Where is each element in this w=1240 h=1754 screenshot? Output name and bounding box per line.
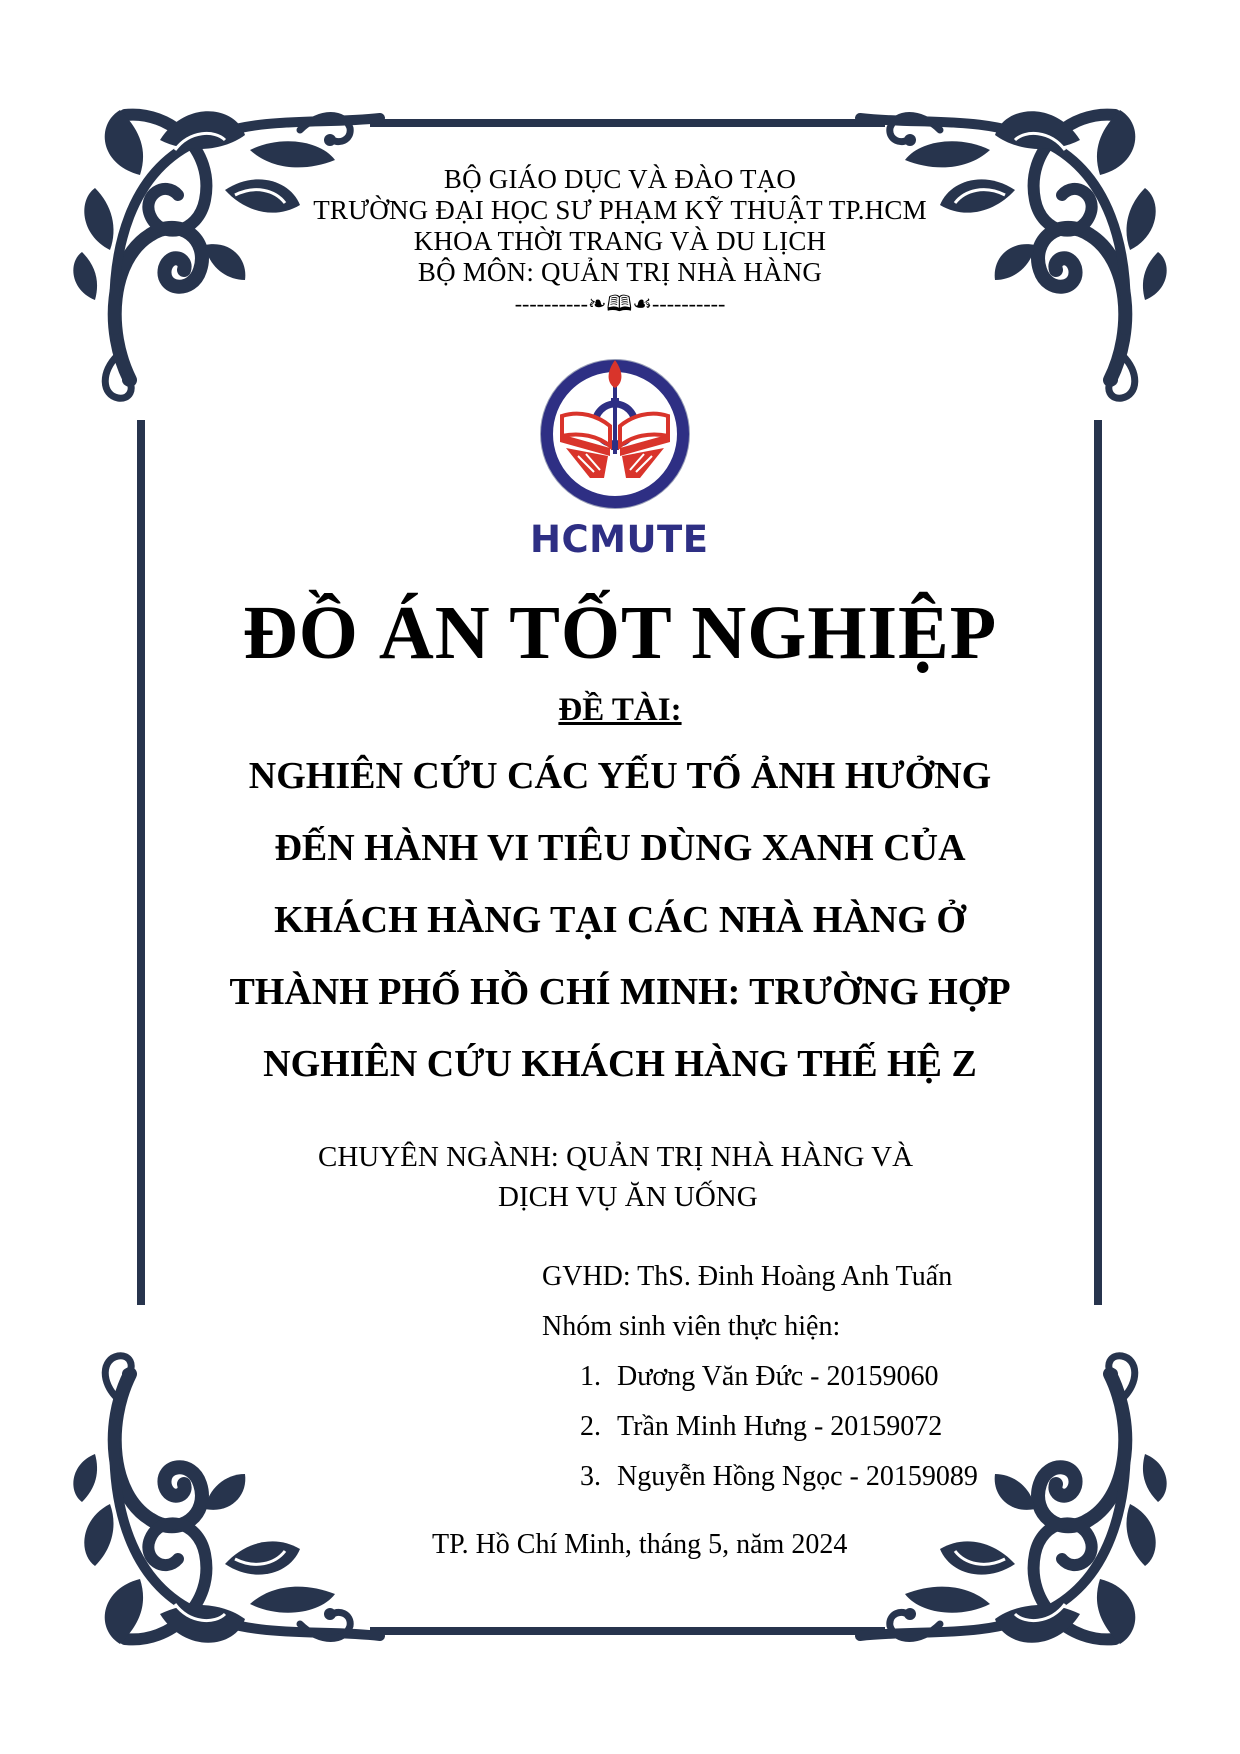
student-number: 3. — [580, 1461, 601, 1492]
major-line-2: DỊCH VỤ ĂN UỐNG — [498, 1181, 758, 1213]
faculty-name: KHOA THỜI TRANG VÀ DU LỊCH — [413, 226, 827, 256]
corner-ornament-bottom-left — [73, 1356, 380, 1644]
student-number: 1. — [580, 1361, 601, 1392]
hcmute-emblem — [530, 352, 700, 512]
student-name: Nguyễn Hồng Ngọc - 20159089 — [617, 1461, 978, 1492]
logo-text: HCMUTE — [530, 518, 709, 561]
student-name: Dương Văn Đức - 20159060 — [617, 1361, 939, 1392]
supervisor: GVHD: ThS. Đinh Hoàng Anh Tuấn — [542, 1261, 953, 1292]
university-logo — [530, 352, 709, 572]
border-top-bar — [370, 119, 885, 127]
department-name: BỘ MÔN: QUẢN TRỊ NHÀ HÀNG — [417, 257, 823, 287]
major-line-1: CHUYÊN NGÀNH: QUẢN TRỊ NHÀ HÀNG VÀ — [318, 1141, 914, 1173]
border-bottom-bar — [370, 1627, 885, 1635]
document-title: ĐỒ ÁN TỐT NGHIỆP — [242, 591, 998, 675]
topic-line: THÀNH PHỐ HỒ CHÍ MINH: TRƯỜNG HỢP — [229, 971, 1011, 1013]
topic-line: KHÁCH HÀNG TẠI CÁC NHÀ HÀNG Ở — [274, 899, 966, 941]
student-number: 2. — [580, 1411, 601, 1442]
university-name: TRƯỜNG ĐẠI HỌC SƯ PHẠM KỸ THUẬT TP.HCM — [313, 195, 927, 225]
topic-label: ĐỀ TÀI: — [558, 692, 682, 728]
place-date: TP. Hồ Chí Minh, tháng 5, năm 2024 — [432, 1529, 848, 1560]
topic-line: NGHIÊN CỨU KHÁCH HÀNG THẾ HỆ Z — [263, 1043, 977, 1085]
student-name: Trần Minh Hưng - 20159072 — [617, 1411, 943, 1442]
topic-line: ĐẾN HÀNH VI TIÊU DÙNG XANH CỦA — [274, 827, 966, 869]
topic-line: NGHIÊN CỨU CÁC YẾU TỐ ẢNH HƯỞNG — [248, 755, 992, 797]
header-divider: ----------❧🕮☙---------- — [514, 291, 726, 316]
corner-ornament-bottom-right — [860, 1356, 1167, 1644]
ministry-name: BỘ GIÁO DỤC VÀ ĐÀO TẠO — [443, 164, 797, 194]
group-label: Nhóm sinh viên thực hiện: — [542, 1311, 841, 1342]
